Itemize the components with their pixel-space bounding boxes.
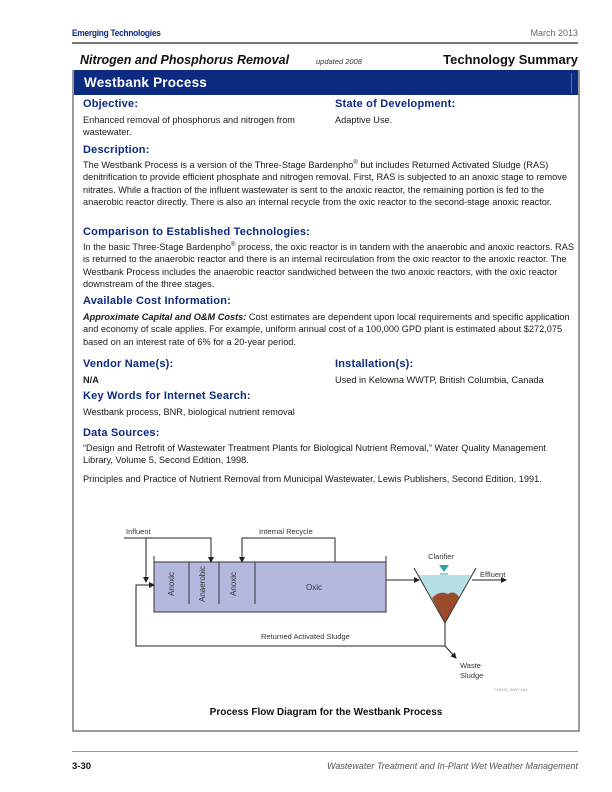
clarifier-label: Clarifier	[428, 552, 454, 561]
figure-code: 745043_WWT-16a	[494, 687, 528, 692]
running-header	[72, 28, 578, 44]
topic-title: Nitrogen and Phosphorus Removal	[80, 53, 290, 67]
doc-type: Technology Summary	[443, 52, 578, 67]
influent-label: Influent	[126, 527, 151, 536]
zone-label-oxic: Oxic	[306, 583, 322, 592]
comparison-text-part: process, the oxic reactor is in tandem with the anaerobic and anoxic reactors. RAS is returned to the anaerobic reactor and there is an internal recirculation from the oxic reactor to the anoxic reactor. The Westbank Process includes the anaerobic reactor sandwiched between the two anoxic reactors, with the oxic reactor downstream of the three stages.	[83, 242, 574, 290]
vendor-heading: Vendor Name(s):	[83, 358, 174, 370]
title-bar	[74, 70, 578, 95]
process-flow-diagram	[114, 518, 544, 704]
effluent-label: Effluent	[480, 570, 506, 579]
series-brand: Emerging Technologies	[72, 28, 161, 39]
description-text	[83, 159, 575, 209]
cost-heading: Available Cost Information:	[83, 295, 232, 307]
installation-text: Used in Kelowna WWTP, British Columbia, Canada	[335, 375, 544, 385]
water-level-marker	[439, 565, 449, 572]
comparison-text-part: In the basic Three-Stage Bardenpho	[83, 242, 231, 252]
cost-text-part: Cost estimates are dependent upon local requirements and specific application and economy of scale applies. For example, uniform annual cost of a 100,000 GPD plant is estimated about $272,075 based on an interest rate of 6% for a 20-year period.	[83, 312, 570, 347]
state-text: Adaptive Use.	[335, 115, 393, 125]
page-footer	[72, 751, 578, 772]
installation-heading: Installation(s):	[335, 358, 414, 370]
summary-box	[72, 70, 580, 732]
description-text-part: but includes Returned Activated Sludge (RAS) denitrification to provide efficient phosphate and nitrogen removal. First, RAS is subjected to an anoxic stage to remove nitrates. While a fraction of the influent wastewater is sent to the anoxic reactor, the remaining portion is fed to the anaerobic reactor directly. There is also an internal recycle from the oxic reactor to the second-stage anoxic reactor.	[83, 160, 567, 208]
page-title: Westbank Process	[84, 75, 208, 90]
state-heading: State of Development:	[335, 98, 456, 110]
description-heading: Description:	[83, 144, 150, 156]
zone-label-anoxic-1: Anoxic	[167, 571, 176, 597]
comparison-heading: Comparison to Established Technologies:	[83, 226, 311, 238]
page-number: 3-30	[72, 761, 92, 772]
title-bar-divider	[571, 73, 572, 93]
source-item: Principles and Practice of Nutrient Removal from Municipal Wastewater, Lewis Publishers, Second Edition, 1991.	[83, 474, 542, 484]
internal-recycle-line	[242, 538, 335, 562]
subheader	[80, 53, 578, 69]
cost-label: Approximate Capital and O&M Costs:	[83, 312, 247, 322]
description-text-part: The Westbank Process is a version of the Three-Stage Bardenpho	[83, 160, 354, 170]
publication-date: March 2013	[530, 28, 578, 38]
registered-mark: ®	[230, 241, 236, 248]
source-item: “Design and Retrofit of Wastewater Treatment Plants for Biological Nutrient Removal,” Water Quality Management Library, Volume 5, Second Edition, 1998.	[83, 443, 546, 466]
sources-heading: Data Sources:	[83, 427, 160, 439]
updated-note: updated 2008	[316, 57, 362, 66]
comparison-text	[83, 241, 575, 291]
waste-sludge-label: Waste	[460, 661, 481, 670]
cost-text	[83, 311, 575, 348]
objective-heading: Objective:	[83, 98, 139, 110]
waste-sludge-line	[445, 646, 456, 658]
influent-to-anaerobic-line	[124, 538, 211, 562]
objective-text: Enhanced removal of phosphorus and nitrogen from wastewater.	[83, 115, 295, 138]
keywords-text: Westbank process, BNR, biological nutrient removal	[83, 407, 295, 417]
vendor-text: N/A	[83, 375, 99, 385]
registered-mark: ®	[353, 159, 358, 166]
zone-label-anoxic-2: Anoxic	[229, 571, 238, 597]
ras-label: Returned Activated Sludge	[261, 632, 350, 641]
figure-caption: Process Flow Diagram for the Westbank Process	[209, 707, 443, 718]
zone-label-anaerobic: Anaerobic	[198, 565, 207, 603]
keywords-heading: Key Words for Internet Search:	[83, 390, 251, 402]
waste-sludge-label: Sludge	[460, 671, 484, 680]
internal-recycle-label: Internal Recycle	[259, 527, 313, 536]
book-title: Wastewater Treatment and In-Plant Wet Weather Management	[327, 761, 578, 771]
